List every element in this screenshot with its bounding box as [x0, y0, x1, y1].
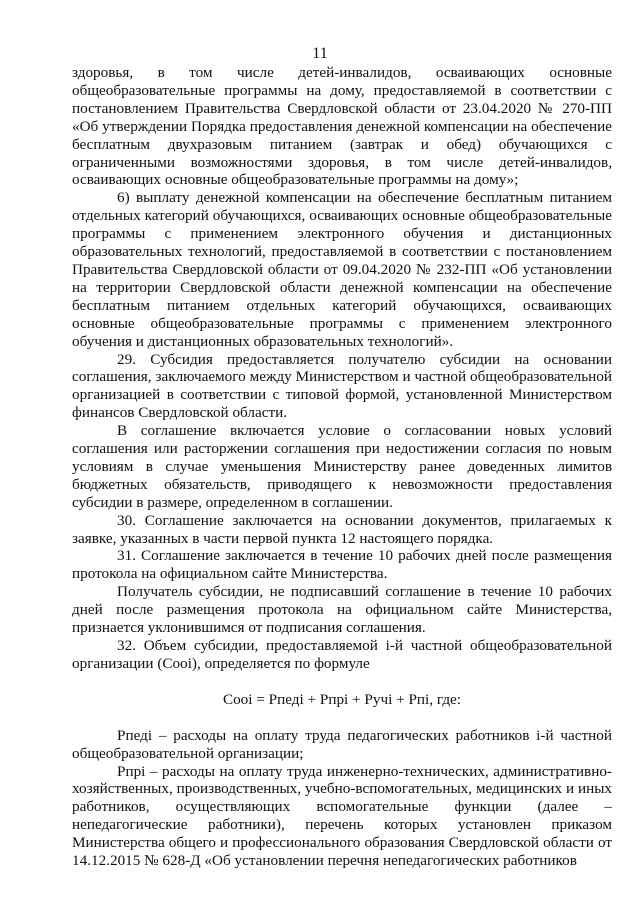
definition-pr: Рпрi – расходы на оплату труда инженерно-технических, административно-хозяйственных, производственных, учебно-вспомогательных, медицинских и иных работников, осуществляющих вспомогательные функции (далее – непедагогические работники), перечень которых установлен приказом Министерства общего и профессионального образования Свердловской области от 14.12.2015 № 628-Д «Об установлении перечня непедагогических работников: [72, 762, 612, 870]
paragraph-evasion: Получатель субсидии, не подписавший соглашение в течение 10 рабочих дней после размещения протокола на официальном сайте Министерства, признается уклонившимся от подписания соглашения.: [72, 583, 612, 637]
paragraph-item-6: 6) выплату денежной компенсации на обеспечение бесплатным питанием отдельных категорий обучающихся, осваивающих основные общеобразовательные программы с применением электронного обучения и дистанционных образовательных технологий, предоставляемой в соответствии с постановлением Правительства Свердловской области от 09.04.2020 № 232-ПП «Об установлении на территории Свердловской области денежной компенсации на обеспечение бесплатным питанием отдельных категорий обучающихся, осваивающих основные общеобразовательные программы с применением электронного обучения и дистанционных образовательных технологий».: [72, 189, 612, 350]
paragraph-clause-29: 29. Субсидия предоставляется получателю субсидии на основании соглашения, заключаемого между Министерством и частной общеобразовательной организацией в соответствии с типовой формой, установленной Министерством финансов Свердловской области.: [72, 350, 612, 422]
subsidy-formula: Сooi = Рпедi + Рпрi + Ручi + Рпi, где:: [222, 690, 462, 708]
paragraph-continuation: здоровья, в том числе детей-инвалидов, осваивающих основные общеобразовательные программы на дому, предоставляемой в соответствии с постановлением Правительства Свердловской области от 23.04.2020 № 270-ПП «Об утверждении Порядка предоставления денежной компенсации на обеспечение бесплатным двухразовым питанием (завтрак и обед) обучающихся с ограниченными возможностями здоровья, в том числе детей-инвалидов, осваивающих основные общеобразовательные программы на дому»;: [72, 64, 612, 189]
document-body: [72, 64, 612, 870]
paragraph-agreement-condition: В соглашение включается условие о согласовании новых условий соглашения или расторжении соглашения при недостижении согласия по новым условиям в случае уменьшения Министерству ранее доведенных лимитов бюджетных обязательств, приводящего к невозможности предоставления субсидии в размере, определенном в соглашении.: [72, 422, 612, 511]
paragraph-clause-32: 32. Объем субсидии, предоставляемой i-й частной общеобразовательной организации (Сooi), определяется по формуле: [72, 637, 612, 672]
paragraph-clause-31: 31. Соглашение заключается в течение 10 рабочих дней после размещения протокола на официальном сайте Министерства.: [72, 547, 612, 583]
definition-ped: Рпедi – расходы на оплату труда педагогических работников i-й частной общеобразовательной организации;: [72, 726, 612, 762]
page-number: 11: [312, 45, 328, 62]
paragraph-clause-30: 30. Соглашение заключается на основании документов, прилагаемых к заявке, указанных в части первой пункта 12 настоящего порядка.: [72, 511, 612, 547]
